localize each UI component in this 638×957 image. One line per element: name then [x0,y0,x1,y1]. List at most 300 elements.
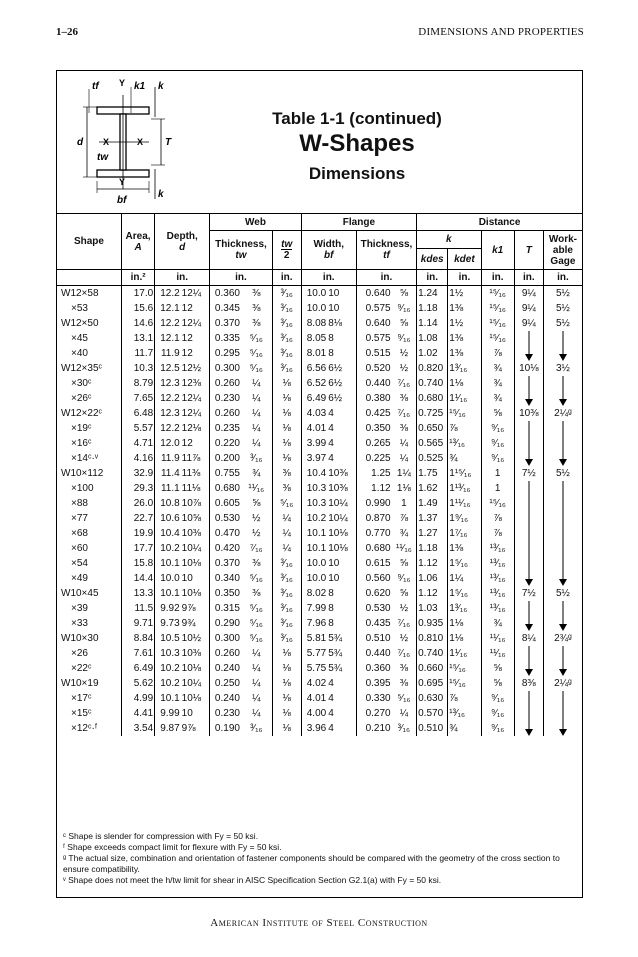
cell-tff: ¼ [399,438,409,449]
cell-A: 8.79 [121,376,154,391]
header-tw-half: tw 2 [272,231,301,270]
unit-t: in. [514,270,543,286]
cell-bff: 5¾ [328,648,343,659]
cell-tff: ¼ [399,453,409,464]
cell-bf: 8.01 [301,346,327,361]
continuation-arrow-icon [514,481,543,496]
cell-tff: ⁹⁄₁₆ [397,573,411,584]
continuation-arrow-icon [514,571,543,586]
footnote-v: ᵛ Shape does not meet the h/tw limit for shear in AISC Specification Section G2.1(a) with Fy = 50 ksi. [63,875,442,885]
cell-kdes: 0.935 [417,616,448,631]
table-row [57,496,582,511]
cell-bf: 7.96 [301,616,327,631]
table-row [57,376,582,391]
cell-kdet: 1⅜ [448,331,481,346]
arrow-down-icon [557,451,569,466]
cell-tw2: ⅛ [272,376,301,391]
continuation-arrow-icon [514,421,543,436]
cell-bf: 3.99 [301,436,327,451]
continuation-arrow-icon [514,721,543,736]
cell-bff: 8 [328,603,334,614]
cell-shape: ×77 [71,513,88,524]
cell-d: 11.9 [155,451,181,466]
cell-g: 5½ [543,316,582,331]
cell-twf: ¼ [252,378,261,389]
cell-tw: 0.240 [210,661,241,676]
table-row [57,316,582,331]
cell-tf: 0.330 [356,691,391,706]
cell-kdes: 0.630 [417,691,448,706]
cell-twf: ³⁄₁₆ [250,453,263,464]
cell-df: 12 [181,438,193,449]
cell-tf: 0.575 [356,331,391,346]
cell-kdes: 0.570 [417,706,448,721]
continuation-arrow-icon [514,646,543,661]
cell-A: 14.4 [121,571,154,586]
cell-bff: 10¼ [328,513,348,524]
cell-bf: 10.0 [301,571,327,586]
cell-A: 6.48 [121,406,154,421]
cell-d: 11.1 [155,481,181,496]
cell-tw2: ⅜ [272,466,301,481]
arrow-down-icon [523,571,535,586]
cell-tff: ⁹⁄₁₆ [397,303,411,314]
cell-tf: 0.225 [356,451,391,466]
cell-bff: 4 [328,678,334,689]
cell-bf: 6.52 [301,376,327,391]
cell-kdes: 1.24 [417,286,448,302]
cell-Tv: 9¼ [514,301,543,316]
table-row [57,661,582,676]
cell-df: 12 [181,333,193,344]
cell-d: 12.2 [155,316,181,331]
cell-kdes: 0.810 [417,631,448,646]
cell-d: 10.2 [155,661,181,676]
cell-bff: 4 [328,723,334,734]
continuation-arrow-icon [514,496,543,511]
cell-A: 13.3 [121,586,154,601]
arrow-down-icon [557,706,569,721]
cell-k1: ⁹⁄₁₆ [481,706,514,721]
continuation-arrow-icon [543,481,582,496]
cell-twf: ⁵⁄₁₆ [249,573,263,584]
cell-df: 10⅜ [181,528,202,539]
arrow-down-icon [557,376,569,391]
cell-kdet: 1⅛ [448,376,481,391]
cell-k1: 1 [481,466,514,481]
cell-A: 13.1 [121,331,154,346]
cell-Tv: 10⅛ [514,361,543,376]
table-row [57,541,582,556]
cell-tff: ⅝ [399,558,409,569]
cell-d: 10.2 [155,541,181,556]
cell-shape: W10×45 [61,588,99,599]
continuation-arrow-icon [514,451,543,466]
cell-kdes: 0.660 [417,661,448,676]
cell-tw2: ⅛ [272,421,301,436]
cell-df: 10½ [181,633,202,644]
cell-tw: 0.605 [210,496,241,511]
header-kdet: kdet [448,249,481,270]
cell-tff: ⅜ [399,663,409,674]
cell-tff: ¼ [399,708,409,719]
cell-df: 11⅜ [181,468,201,479]
arrow-down-icon [523,451,535,466]
cell-kdet: ¹⁵⁄₁₆ [448,661,481,676]
table-number: Table 1-1 (continued) [272,109,442,128]
cell-bf: 10.0 [301,556,327,571]
table-row [57,301,582,316]
unit-tf: in. [356,270,416,286]
cell-twf: ⁵⁄₁₆ [249,363,263,374]
cell-bff: 8⅛ [328,318,343,329]
cell-A: 5.62 [121,676,154,691]
arrow-down-icon [523,691,535,706]
cell-twf: ½ [252,528,261,539]
page-number: 1–26 [56,26,78,38]
continuation-arrow-icon [543,451,582,466]
cell-df: 12¼ [181,408,202,419]
arrow-down-icon [557,421,569,436]
cell-shape: ×49 [71,573,88,584]
cell-shape: W12×35ᶜ [61,363,103,374]
cell-kdes: 0.650 [417,421,448,436]
cell-tw2: ¼ [272,526,301,541]
cell-kdet: 1⁷⁄₁₆ [448,526,481,541]
cell-df: 10⅛ [181,588,202,599]
arrow-down-icon [557,436,569,451]
cell-k1: ¹³⁄₁₆ [481,571,514,586]
arrow-down-icon [557,571,569,586]
cell-tff: ⁷⁄₁₆ [397,378,411,389]
cell-tf: 0.350 [356,421,391,436]
cell-tw2: ⅜ [272,481,301,496]
cell-kdes: 1.62 [417,481,448,496]
arrow-down-icon [523,721,535,736]
table-row [57,391,582,406]
arrow-down-icon [557,511,569,526]
arrow-down-icon [523,616,535,631]
header-flange: Flange [301,214,416,231]
cell-k1: ¾ [481,391,514,406]
header-flange-thickness: Thickness, tf [356,231,416,270]
continuation-arrow-icon [514,541,543,556]
cell-tf: 0.770 [356,526,391,541]
cell-g: 2¼ᵍ [543,406,582,421]
cell-kdet: 1⁵⁄₁₆ [448,556,481,571]
cell-A: 9.71 [121,616,154,631]
cell-kdet: 1¹³⁄₁₆ [448,481,481,496]
arrow-down-icon [557,646,569,661]
table-subtitle: Dimensions [308,164,406,183]
cell-A: 6.49 [121,661,154,676]
cell-A: 15.8 [121,556,154,571]
cell-tf: 0.990 [356,496,391,511]
table-row [57,466,582,481]
cell-bff: 10 [328,288,340,299]
cell-tw: 0.315 [210,601,241,616]
header-area: Area, A [121,214,154,270]
cell-tff: ⅜ [399,678,409,689]
arrow-down-icon [557,661,569,676]
cell-k1: ¹⁵⁄₁₆ [481,496,514,511]
cell-k1: ¹¹⁄₁₆ [481,646,514,661]
cell-twf: ⅜ [252,558,261,569]
cell-kdet: 1¹⁵⁄₁₆ [448,466,481,481]
cell-shape: ×88 [71,498,88,509]
cell-bff: 8 [328,348,334,359]
cell-tf: 0.680 [356,541,391,556]
cell-bf: 10.0 [301,286,327,302]
cell-kdet: 1¹¹⁄₁₆ [448,496,481,511]
cell-tf: 0.515 [356,346,391,361]
cell-shape: ×22ᶜ [71,663,92,674]
cell-bff: 10 [328,303,340,314]
cell-A: 4.71 [121,436,154,451]
cell-d: 10.6 [155,511,181,526]
cell-df: 12½ [181,363,202,374]
cell-bf: 10.3 [301,481,327,496]
cell-tf: 1.25 [356,466,391,481]
continuation-arrow-icon [543,721,582,736]
cell-tw: 0.240 [210,691,241,706]
arrow-down-icon [557,481,569,496]
cell-d: 11.9 [155,346,181,361]
cell-d: 11.4 [155,466,181,481]
cell-g: 5½ [543,286,582,302]
cell-twf: ³⁄₁₆ [250,723,263,734]
table-row [57,436,582,451]
arrow-down-icon [523,511,535,526]
cell-tw2: ³⁄₁₆ [272,556,301,571]
cell-tw2: ⅛ [272,391,301,406]
tf-label: tf [92,81,99,92]
cell-shape: ×19ᶜ [71,423,92,434]
cell-tf: 0.435 [356,616,391,631]
arrow-down-icon [523,421,535,436]
k-bottom-label: k [158,189,164,200]
cell-d: 10.5 [155,631,181,646]
cell-tw2: ⁵⁄₁₆ [272,496,301,511]
unit-tw: in. [210,270,272,286]
cell-tw: 0.300 [210,631,241,646]
arrow-down-icon [523,706,535,721]
cell-bff: 4 [328,408,334,419]
cell-kdet: 1¼ [448,571,481,586]
cell-k1: ⅞ [481,346,514,361]
cell-bf: 8.02 [301,586,327,601]
cell-df: 12⅛ [181,423,202,434]
cell-bf: 8.08 [301,316,327,331]
cell-kdes: 0.565 [417,436,448,451]
cell-df: 10 [181,573,193,584]
table-row [57,571,582,586]
cell-tff: ¾ [399,528,409,539]
cell-A: 11.7 [121,346,154,361]
cell-tff: ³⁄₁₆ [397,723,411,734]
unit-bf: in. [301,270,356,286]
cell-twf: ¹¹⁄₁₆ [248,483,265,494]
cell-bff: 10¼ [328,498,348,509]
cell-k1: ⅞ [481,511,514,526]
cell-bff: 5¾ [328,633,343,644]
cell-bff: 10 [328,558,340,569]
cell-shape: ×45 [71,333,88,344]
cell-kdet: ¹³⁄₁₆ [448,706,481,721]
cell-tw: 0.260 [210,376,241,391]
cell-bf: 10.3 [301,496,327,511]
footnote-f: ᶠ Shape exceeds compact limit for flexure with Fy = 50 ksi. [63,842,282,852]
cell-df: 9¾ [181,618,196,629]
cell-tf: 1.12 [356,481,391,496]
cell-A: 3.54 [121,721,154,736]
cell-shape: ×16ᶜ [71,438,92,449]
cell-A: 4.16 [121,451,154,466]
continuation-arrow-icon [543,646,582,661]
cell-twf: ¼ [252,408,261,419]
cell-bf: 10.1 [301,526,327,541]
cell-kdet: ¹⁵⁄₁₆ [448,406,481,421]
x-left-label: X [103,137,110,147]
cell-kdet: ¾ [448,721,481,736]
arrow-down-icon [557,346,569,361]
arrow-down-icon [557,496,569,511]
cell-k1: ⁹⁄₁₆ [481,436,514,451]
publisher-footer: American Institute of Steel Construction [210,917,428,929]
cell-kdes: 1.18 [417,541,448,556]
cell-bff: 10 [328,573,340,584]
unit-kdet: in. [448,270,481,286]
page-header [56,26,584,42]
cell-d: 12.5 [155,361,181,376]
cell-twf: ⁵⁄₁₆ [249,348,263,359]
cell-twf: ½ [252,513,261,524]
table-row [57,691,582,706]
table-row [57,616,582,631]
cell-shape: ×26 [71,648,88,659]
cell-df: 12¼ [181,288,202,299]
table-title: W-Shapes [299,130,415,157]
cell-Tv: 10⅜ [514,406,543,421]
cell-tw2: ¼ [272,511,301,526]
cell-kdes: 1.49 [417,496,448,511]
cell-d: 10.8 [155,496,181,511]
cell-shape: ×30ᶜ [71,378,92,389]
t-label: T [165,137,172,148]
arrow-down-icon [557,721,569,736]
cell-A: 5.57 [121,421,154,436]
cell-df: 10¼ [181,678,202,689]
cell-k1: ¹⁵⁄₁₆ [481,286,514,302]
table-row [57,646,582,661]
cell-bff: 4 [328,438,334,449]
cell-bff: 8 [328,618,334,629]
cell-tw: 0.295 [210,346,241,361]
continuation-arrow-icon [514,511,543,526]
cell-shape: ×60 [71,543,88,554]
header-k: k [417,231,481,249]
cell-tff: ⅞ [399,513,409,524]
unit-k1: in. [481,270,514,286]
table-frame [56,70,583,898]
cell-twf: ¼ [252,693,261,704]
cell-kdet: ⅞ [448,421,481,436]
cell-df: 11⅞ [181,453,201,464]
arrow-down-icon [557,526,569,541]
cell-kdet: 1³⁄₁₆ [448,601,481,616]
cell-tw: 0.260 [210,646,241,661]
header-web-thickness: Thickness, tw [210,231,272,270]
continuation-arrow-icon [514,601,543,616]
cell-d: 10.1 [155,691,181,706]
cell-tw2: ¼ [272,541,301,556]
tw-label: tw [97,152,109,163]
cell-twf: ¼ [252,663,261,674]
cell-kdes: 1.12 [417,586,448,601]
cell-kdes: 0.820 [417,361,448,376]
cell-twf: ⁵⁄₁₆ [249,333,263,344]
cell-tw: 0.755 [210,466,241,481]
cell-bf: 4.02 [301,676,327,691]
cell-bf: 10.0 [301,301,327,316]
cell-tf: 0.575 [356,301,391,316]
cell-bff: 8 [328,588,334,599]
cell-twf: ⁷⁄₁₆ [249,543,263,554]
cell-d: 9.92 [155,601,181,616]
cell-k1: ¾ [481,616,514,631]
cell-shape: ×53 [71,303,88,314]
cell-tf: 0.520 [356,361,391,376]
header-gage: Work- able Gage [543,231,582,270]
cell-tff: ⅜ [399,423,409,434]
continuation-arrow-icon [514,616,543,631]
cell-tw2: ³⁄₁₆ [272,361,301,376]
cell-tw: 0.350 [210,586,241,601]
cell-tf: 0.270 [356,706,391,721]
cell-kdet: 1⁹⁄₁₆ [448,511,481,526]
cell-tf: 0.440 [356,646,391,661]
cell-shape: ×17ᶜ [71,693,92,704]
cell-A: 15.6 [121,301,154,316]
header-t: T [514,231,543,270]
continuation-arrow-icon [514,556,543,571]
cell-bf: 4.01 [301,691,327,706]
cell-k1: ⅞ [481,526,514,541]
arrow-down-icon [523,346,535,361]
cell-tw: 0.335 [210,331,241,346]
cell-twf: ¾ [252,468,261,479]
cell-Tv: 7½ [514,466,543,481]
cell-kdes: 1.03 [417,601,448,616]
cell-kdes: 0.740 [417,376,448,391]
k-top-label: k [158,81,164,92]
cell-bff: 4 [328,693,334,704]
table-row [57,331,582,346]
cell-kdet: 1⅛ [448,631,481,646]
cell-tf: 0.395 [356,676,391,691]
cell-d: 12.0 [155,436,181,451]
cell-df: 11⅛ [181,483,201,494]
table-row [57,676,582,691]
cell-k1: ⅝ [481,676,514,691]
cell-bf: 8.05 [301,331,327,346]
cell-kdet: 1⅜ [448,301,481,316]
cell-kdes: 0.695 [417,676,448,691]
table-row [57,631,582,646]
cell-df: 10⅞ [181,498,202,509]
cell-A: 14.6 [121,316,154,331]
cell-df: 10⅛ [181,663,202,674]
